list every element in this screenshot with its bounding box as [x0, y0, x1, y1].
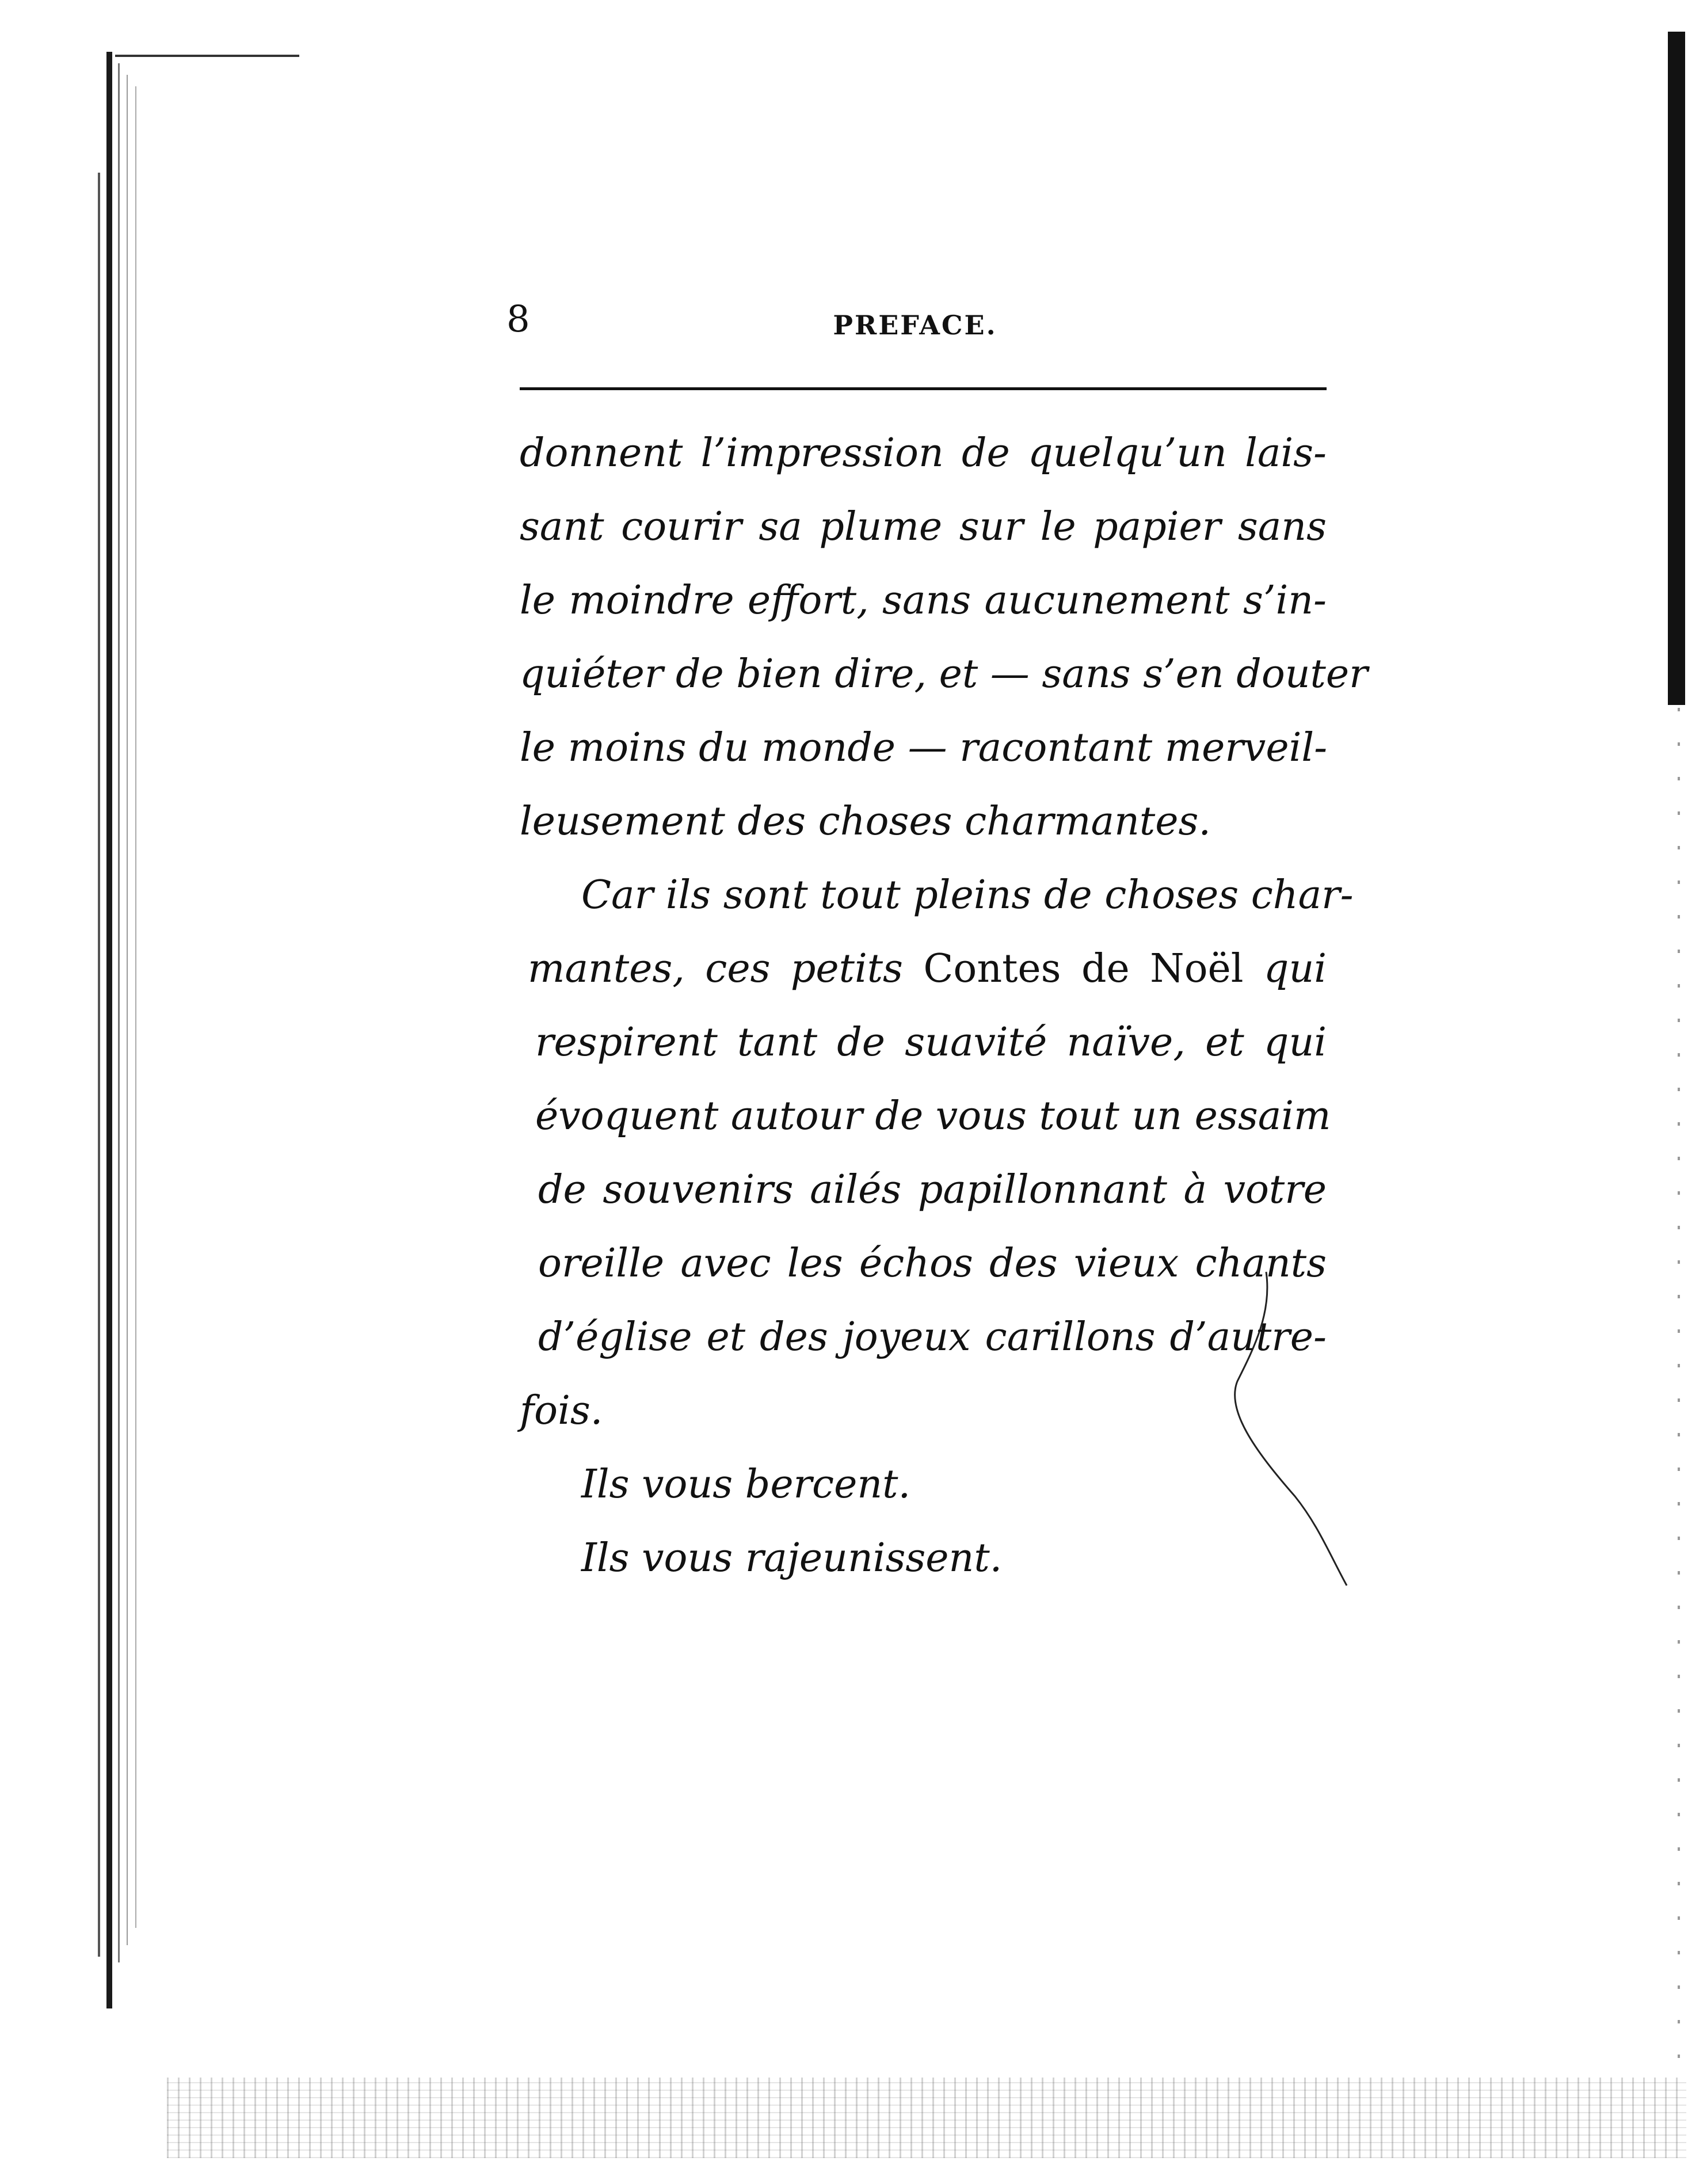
text-line: de souvenirs ailés papillonnant à votre [538, 1167, 1327, 1213]
text-line: sant courir sa plume sur le papier sans [520, 504, 1327, 550]
text-line: respirent tant de suavité naïve, et qui [535, 1020, 1327, 1065]
text-line: le moindre effort, sans aucunement s’in- [520, 578, 1327, 623]
text-line: oreille avec les échos des vieux chants [538, 1241, 1327, 1286]
book-title: Contes de Noël [923, 946, 1244, 992]
text-line: le moins du monde — racontant merveil- [520, 725, 1328, 771]
text-line: Ils vous bercent. [581, 1462, 911, 1507]
text-line: évoquent autour de vous tout un essaim [535, 1093, 1331, 1139]
text-line: fois. [520, 1388, 603, 1434]
text-line: quiéter de bien dire, et — sans s’en douter [520, 651, 1368, 697]
text-line: d’église et des joyeux carillons d’autre- [538, 1314, 1327, 1360]
running-head: PREFACE. [833, 310, 997, 341]
text-line: Ils vous rajeunissent. [581, 1535, 1003, 1581]
text-line: mantes, ces petits Contes de Noël qui [528, 946, 1327, 992]
page-number: 8 [506, 298, 530, 341]
text-line: leusement des choses charmantes. [520, 799, 1211, 844]
text-line: Car ils sont tout pleins de choses char- [581, 872, 1354, 918]
text-line: donnent l’impression de quelqu’un lais- [520, 430, 1327, 476]
